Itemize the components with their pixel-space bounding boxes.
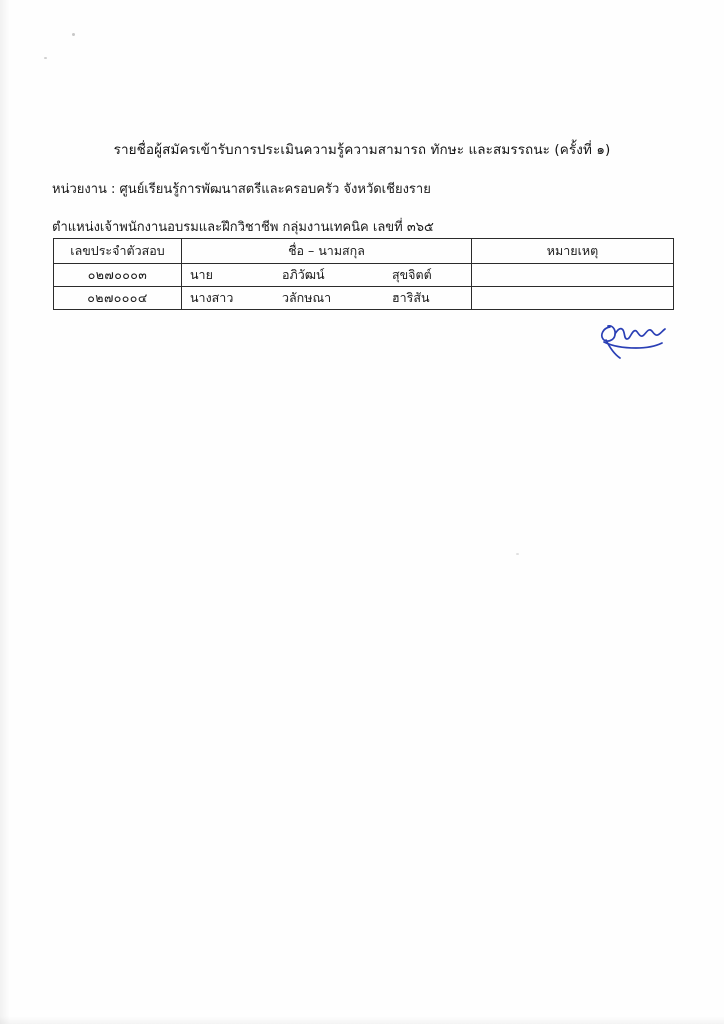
cell-name-title: นาย [190,267,213,282]
applicant-table [53,238,674,310]
cell-last-name: สุขจิตต์ [392,267,432,282]
cell-exam-id: ๐๒๗๐๐๐๔ [54,287,182,310]
organization-line: หน่วยงาน : ศูนย์เรียนรู้การพัฒนาสตรีและครอบครัว จังหวัดเชียงราย [52,182,431,197]
scan-speck [44,57,47,59]
cell-full-name [182,264,472,287]
column-header-full-name: ชื่อ – นามสกุล [182,239,472,264]
scan-speck [516,553,519,555]
cell-note [472,287,674,310]
cell-note [472,264,674,287]
cell-last-name: ฮาริสัน [392,290,430,305]
table-row [54,264,674,287]
table-header-row [54,239,674,264]
page-title: รายชื่อผู้สมัครเข้ารับการประเมินความรู้ความสามารถ ทักษะ และสมรรถนะ (ครั้งที่ ๑) [113,142,611,158]
page-edge-shadow-bottom [0,1016,724,1024]
cell-first-name: วลักษณา [282,290,332,305]
cell-first-name: อภิวัฒน์ [282,267,325,282]
scan-speck [72,33,75,36]
cell-exam-id: ๐๒๗๐๐๐๓ [54,264,182,287]
table-row [54,287,674,310]
position-line: ตำแหน่งเจ้าพนักงานอบรมและฝึกวิชาชีพ กลุ่มงานเทคนิค เลขที่ ๓๖๕ [52,220,434,235]
column-header-note: หมายเหตุ [472,239,674,264]
cell-full-name [182,287,472,310]
handwritten-signature [596,318,676,370]
cell-name-title: นางสาว [190,290,234,305]
column-header-exam-id: เลขประจำตัวสอบ [54,239,182,264]
